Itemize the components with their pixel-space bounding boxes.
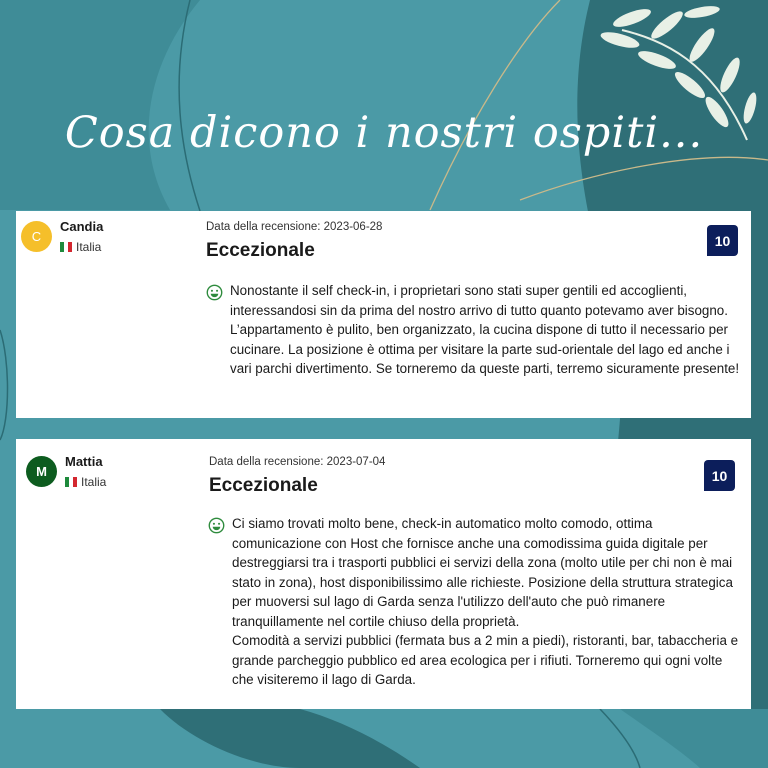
page-title: Cosa dicono i nostri ospiti... — [64, 108, 704, 158]
reviewer-country — [65, 475, 106, 489]
country-label: Italia — [81, 475, 107, 489]
review-text — [232, 514, 742, 690]
review-date: Data della recensione: 2023-07-04 — [209, 456, 386, 468]
review-card — [16, 211, 751, 418]
italy-flag-icon — [60, 242, 72, 252]
review-paragraph: Comodità a servizi pubblici (fermata bus a 2 min a piedi), ristoranti, bar, tabaccheria e grande parcheggio pubblico ed area ecologica per i rifiuti. Torneremo qui ogni volte che visiteremo il lago di Garda. — [232, 633, 739, 687]
review-paragraph: Ci siamo trovati molto bene, check-in automatico molto comodo, ottima comunicazione con Host che fornisce anche una comodissima guida digitale per destreggiarsi tra i trasporti pubblici ei servizi della zona (molto utile per chi non è mai stato in zona), host disponibilissimo alle richieste. Posizione della struttura strategica per muoversi sul lago di Garda senza l'utilizzo dell'auto che può rimanere tranquillamente nel cortile chiuso della proprietà. — [232, 516, 733, 629]
score-badge: 10 — [707, 225, 738, 256]
smile-icon — [208, 517, 225, 534]
reviewer-name: Mattia — [65, 454, 103, 469]
avatar: M — [26, 456, 57, 487]
rating-label: Eccezionale — [209, 475, 318, 496]
smile-icon — [206, 284, 223, 301]
reviewer-country — [60, 240, 101, 254]
reviewer-name: Candia — [60, 219, 104, 234]
review-paragraph: Nonostante il self check-in, i proprietari sono stati super gentili ed accoglienti, interessandosi sin da prima del nostro arrivo di tutto quanto potevamo aver bisogno. L’appartamento è pulito, ben organizzato, la cucina dispone di tutto il necessario per cucinare. La posizione è ottima per visitare la parte sud-orientale del lago ed anche i vari parchi divertimento. Se torneremo da queste parti, terremo sicuramente presente! — [230, 283, 740, 376]
review-text — [230, 281, 740, 379]
review-card — [16, 439, 751, 709]
review-date: Data della recensione: 2023-06-28 — [206, 221, 383, 233]
score-badge: 10 — [704, 460, 735, 491]
avatar: C — [21, 221, 52, 252]
rating-label: Eccezionale — [206, 240, 315, 261]
country-label: Italia — [76, 240, 102, 254]
italy-flag-icon — [65, 477, 77, 487]
